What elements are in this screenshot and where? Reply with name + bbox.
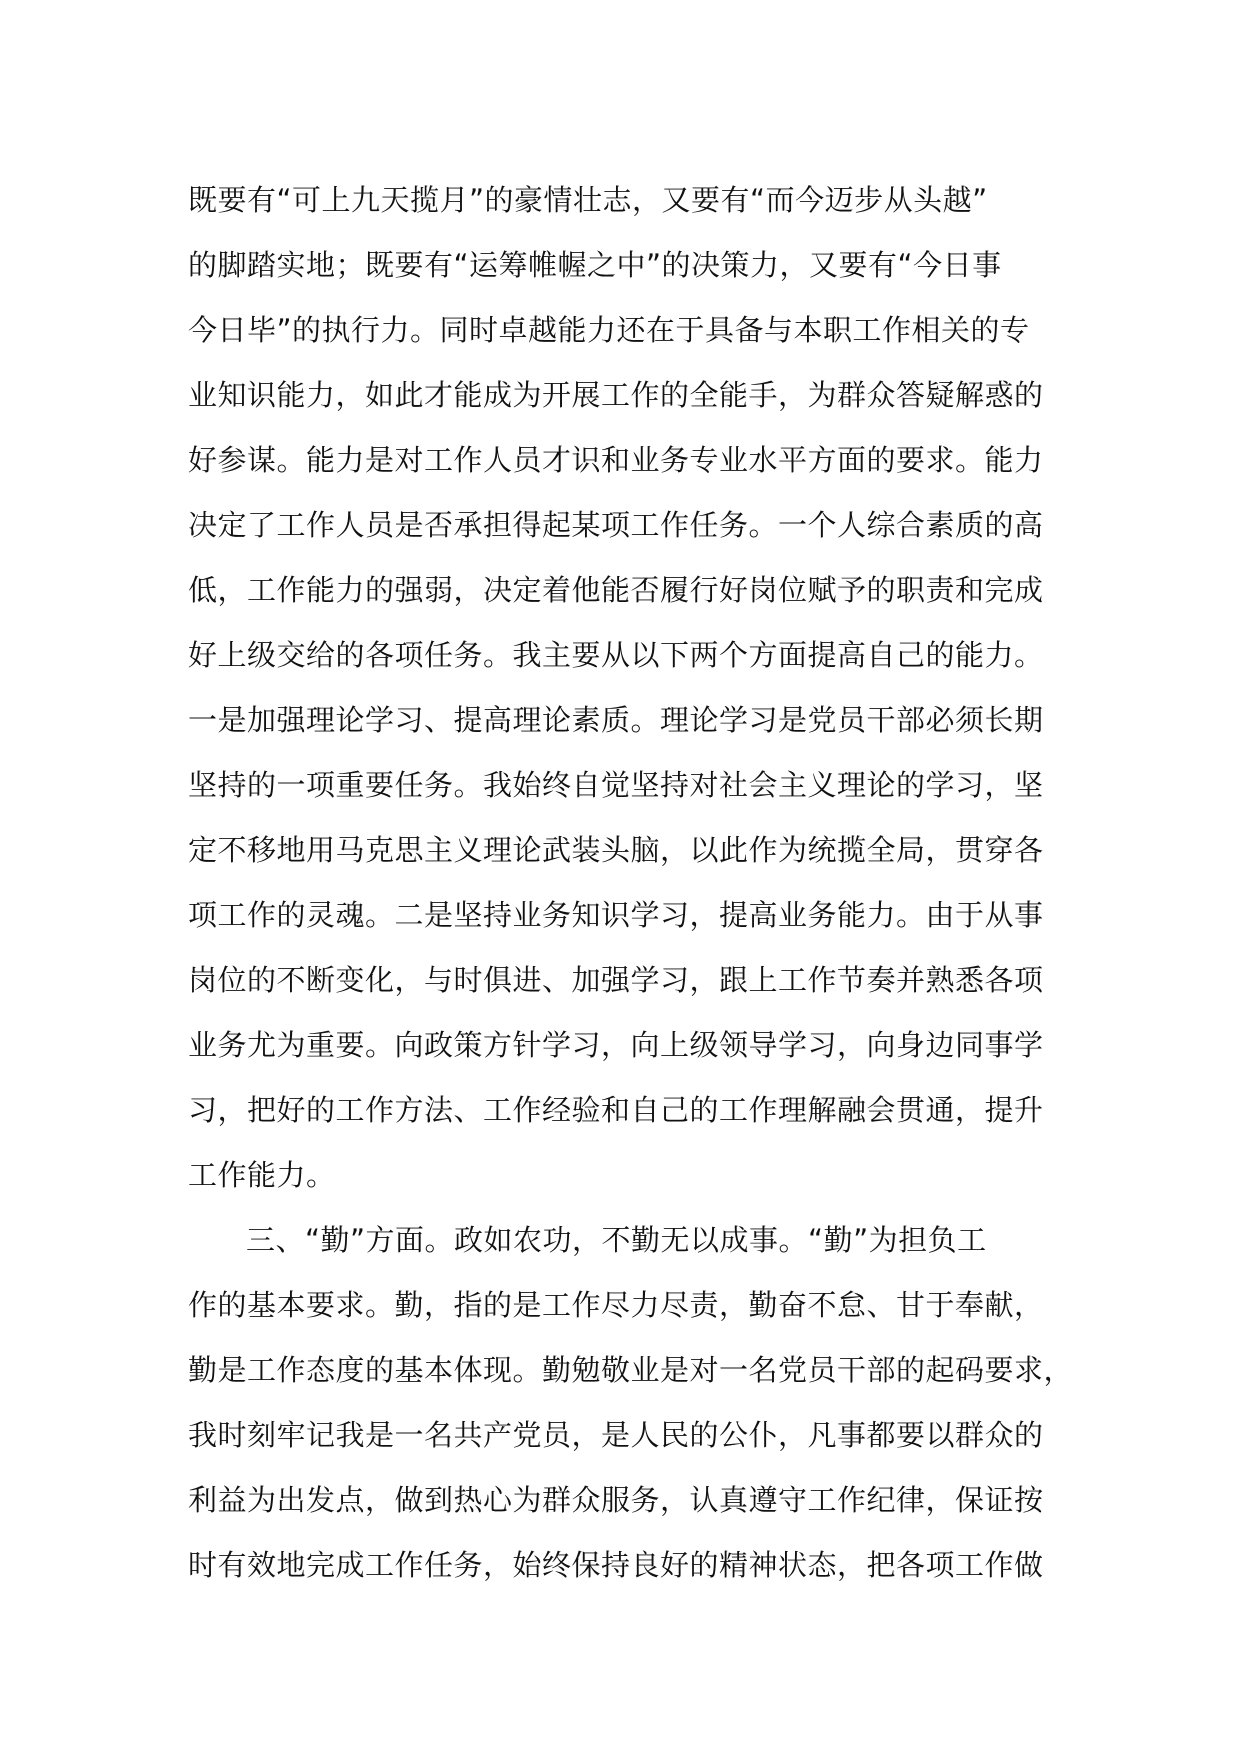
text-line: 好参谋。能力是对工作人员才识和业务专业水平方面的要求。能力	[188, 443, 1044, 477]
text-line: 低，工作能力的强弱，决定着他能否履行好岗位赋予的职责和完成	[188, 573, 1044, 607]
body-text	[188, 168, 1088, 1598]
text-line: 既要有“可上九天揽月”的豪情壮志，又要有“而今迈步从头越”	[188, 183, 988, 217]
text-line: 岗位的不断变化，与时俱进、加强学习，跟上工作节奏并熟悉各项	[188, 963, 1044, 997]
text-line: 的脚踏实地；既要有“运筹帷幄之中”的决策力，又要有“今日事	[188, 248, 1002, 282]
text-line: 决定了工作人员是否承担得起某项工作任务。一个人综合素质的高	[188, 508, 1044, 542]
text-line: 我时刻牢记我是一名共产党员，是人民的公仆，凡事都要以群众的	[188, 1418, 1044, 1452]
text-line: 好上级交给的各项任务。我主要从以下两个方面提高自己的能力。	[188, 638, 1044, 672]
text-line: 坚持的一项重要任务。我始终自觉坚持对社会主义理论的学习，坚	[188, 768, 1044, 802]
text-line: 习，把好的工作方法、工作经验和自己的工作理解融会贯通，提升	[188, 1093, 1044, 1127]
text-line: 工作能力。	[188, 1158, 336, 1192]
text-line: 一是加强理论学习、提高理论素质。理论学习是党员干部必须长期	[188, 703, 1044, 737]
text-line: 定不移地用马克思主义理论武装头脑，以此作为统揽全局，贯穿各	[188, 833, 1044, 867]
text-line: 业知识能力，如此才能成为开展工作的全能手，为群众答疑解惑的	[188, 378, 1044, 412]
text-line: 利益为出发点，做到热心为群众服务，认真遵守工作纪律，保证按	[188, 1483, 1044, 1517]
text-line: 今日毕”的执行力。同时卓越能力还在于具备与本职工作相关的专	[188, 313, 1030, 347]
text-line: 勤是工作态度的基本体现。勤勉敬业是对一名党员干部的起码要求，	[188, 1353, 1074, 1387]
text-line: 业务尤为重要。向政策方针学习，向上级领导学习，向身边同事学	[188, 1028, 1044, 1062]
section-heading-line: 三、“勤”方面。政如农功，不勤无以成事。“勤”为担负工	[246, 1223, 987, 1257]
text-line: 作的基本要求。勤，指的是工作尽力尽责，勤奋不怠、甘于奉献，	[188, 1288, 1044, 1322]
text-line: 项工作的灵魂。二是坚持业务知识学习，提高业务能力。由于从事	[188, 898, 1044, 932]
text-line: 时有效地完成工作任务，始终保持良好的精神状态，把各项工作做	[188, 1548, 1044, 1582]
